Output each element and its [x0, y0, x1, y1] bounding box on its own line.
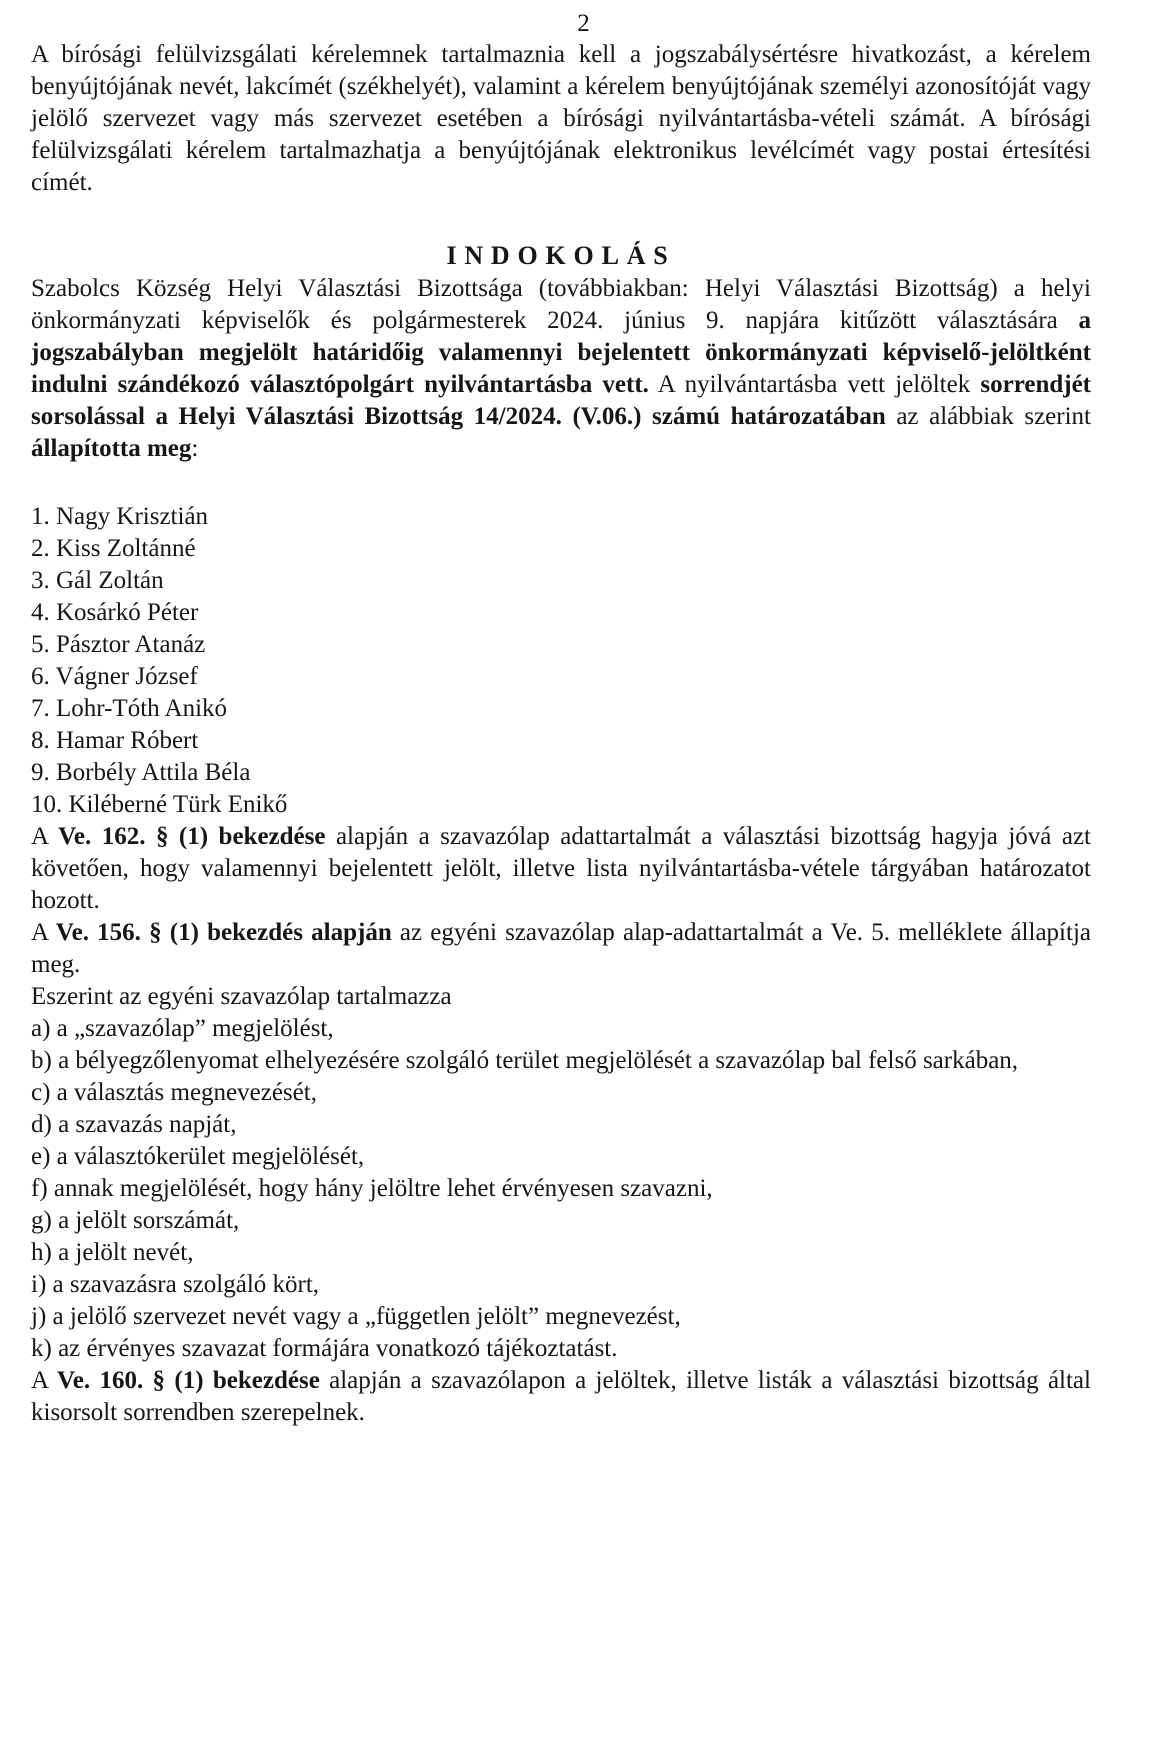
candidate-list-item: 2. Kiss Zoltánné	[31, 535, 196, 562]
bold-text-run: állapította meg	[31, 435, 192, 462]
document-content	[0, 39, 1167, 1429]
page-number: 2	[577, 10, 590, 37]
paragraph-judicial-review	[31, 39, 1091, 199]
candidate-list-item: 10. Kiléberné Türk Enikő	[31, 791, 288, 818]
text-run: az alábbiak szerint	[885, 403, 1091, 430]
bold-text-run: sorrendjét sorsolással a Helyi Választási Bizottság 14/2024. (V.06.) számú határozatában	[31, 371, 1092, 430]
text-run: A	[31, 823, 59, 850]
ballot-content-list	[31, 1013, 1091, 1365]
text-run: :	[191, 435, 199, 462]
ballot-content-item: k) az érvényes szavazat formájára vonatkozó tájékoztatást.	[31, 1335, 618, 1362]
paragraph-registration	[31, 273, 1091, 465]
candidate-list-item: 6. Vágner József	[31, 663, 198, 690]
bold-text-run: Ve. 160. § (1) bekezdése	[57, 1367, 320, 1394]
line-eszerint: Eszerint az egyéni szavazólap tartalmazza	[31, 983, 452, 1010]
bold-text-run: Ve. 162. § (1) bekezdése	[58, 823, 326, 850]
section-heading-indokolas: INDOKOLÁS	[446, 241, 676, 270]
text-run: A	[31, 1367, 58, 1394]
ballot-content-item: f) annak megjelölését, hogy hány jelöltre lehet érvényesen szavazni,	[31, 1175, 713, 1202]
text-run: Szabolcs Község Helyi Választási Bizottsága (továbbiakban: Helyi Választási Bizottság) a helyi önkormányzati képviselők és polgármesterek 2024. június 9. napjára kitűzött választására	[31, 275, 1091, 334]
ballot-content-item: c) a választás megnevezését,	[31, 1079, 317, 1106]
candidate-list-item: 7. Lohr-Tóth Anikó	[31, 695, 228, 722]
candidate-list-item: 3. Gál Zoltán	[31, 567, 164, 594]
text-run: az egyéni szavazólap alap-adattartalmát a Ve. 5. melléklete állapítja meg.	[31, 919, 1091, 978]
text-run: alapján a szavazólap adattartalmát a választási bizottság hagyja jóvá azt követően, hogy valamennyi bejelentett jelölt, illetve lista nyilvántartásba-vétele tárgyában határozatot hozott.	[31, 823, 1091, 914]
paragraph-ve-156	[31, 917, 1091, 981]
candidate-list-item: 9. Borbély Attila Béla	[31, 759, 251, 786]
candidate-list	[31, 501, 1091, 821]
bold-text-run: a jogszabályban megjelölt határidőig valamennyi bejelentett önkormányzati képviselő-jelöltként indulni szándékozó választópolgárt nyilvántartásba vett.	[31, 307, 1091, 398]
text-run: A nyilvántartásba vett jelöltek	[648, 371, 981, 398]
paragraph-ve-162	[31, 821, 1091, 917]
ballot-content-item: b) a bélyegzőlenyomat elhelyezésére szolgáló terület megjelölését a szavazólap bal felső sarkában,	[31, 1047, 1019, 1074]
bold-text-run: Ve. 156. § (1) bekezdés alapján	[55, 919, 392, 946]
text-run: alapján a szavazólapon a jelöltek, illetve listák a választási bizottság által kisorsolt sorrendben szerepelnek.	[31, 1367, 1091, 1426]
paragraph-ve-160	[31, 1365, 1091, 1429]
ballot-content-item: a) a „szavazólap” megjelölést,	[31, 1015, 334, 1042]
ballot-content-item: e) a választókerület megjelölését,	[31, 1143, 365, 1170]
candidate-list-item: 5. Pásztor Atanáz	[31, 631, 206, 658]
text-run: A	[31, 919, 56, 946]
ballot-content-item: j) a jelölő szervezet nevét vagy a „független jelölt” megnevezést,	[31, 1303, 681, 1330]
candidate-list-item: 4. Kosárkó Péter	[31, 599, 199, 626]
ballot-content-item: h) a jelölt nevét,	[31, 1239, 194, 1266]
ballot-content-item: g) a jelölt sorszámát,	[31, 1207, 240, 1234]
text-run: A bírósági felülvizsgálati kérelemnek tartalmaznia kell a jogszabálysértésre hivatkozást, a kérelem benyújtójának nevét, lakcímét (székhelyét), valamint a kérelem benyújtójának személyi azonosítóját vagy jelölő szervezet vagy más szervezet esetében a bírósági nyilvántartásba-vételi számát. A bírósági felülvizsgálati kérelem tartalmazhatja a benyújtójának elektronikus levélcímét vagy postai értesítési címét.	[31, 41, 1091, 196]
ballot-content-item: d) a szavazás napját,	[31, 1111, 237, 1138]
candidate-list-item: 1. Nagy Krisztián	[31, 503, 209, 530]
candidate-list-item: 8. Hamar Róbert	[31, 727, 199, 754]
ballot-content-item: i) a szavazásra szolgáló kört,	[31, 1271, 320, 1298]
